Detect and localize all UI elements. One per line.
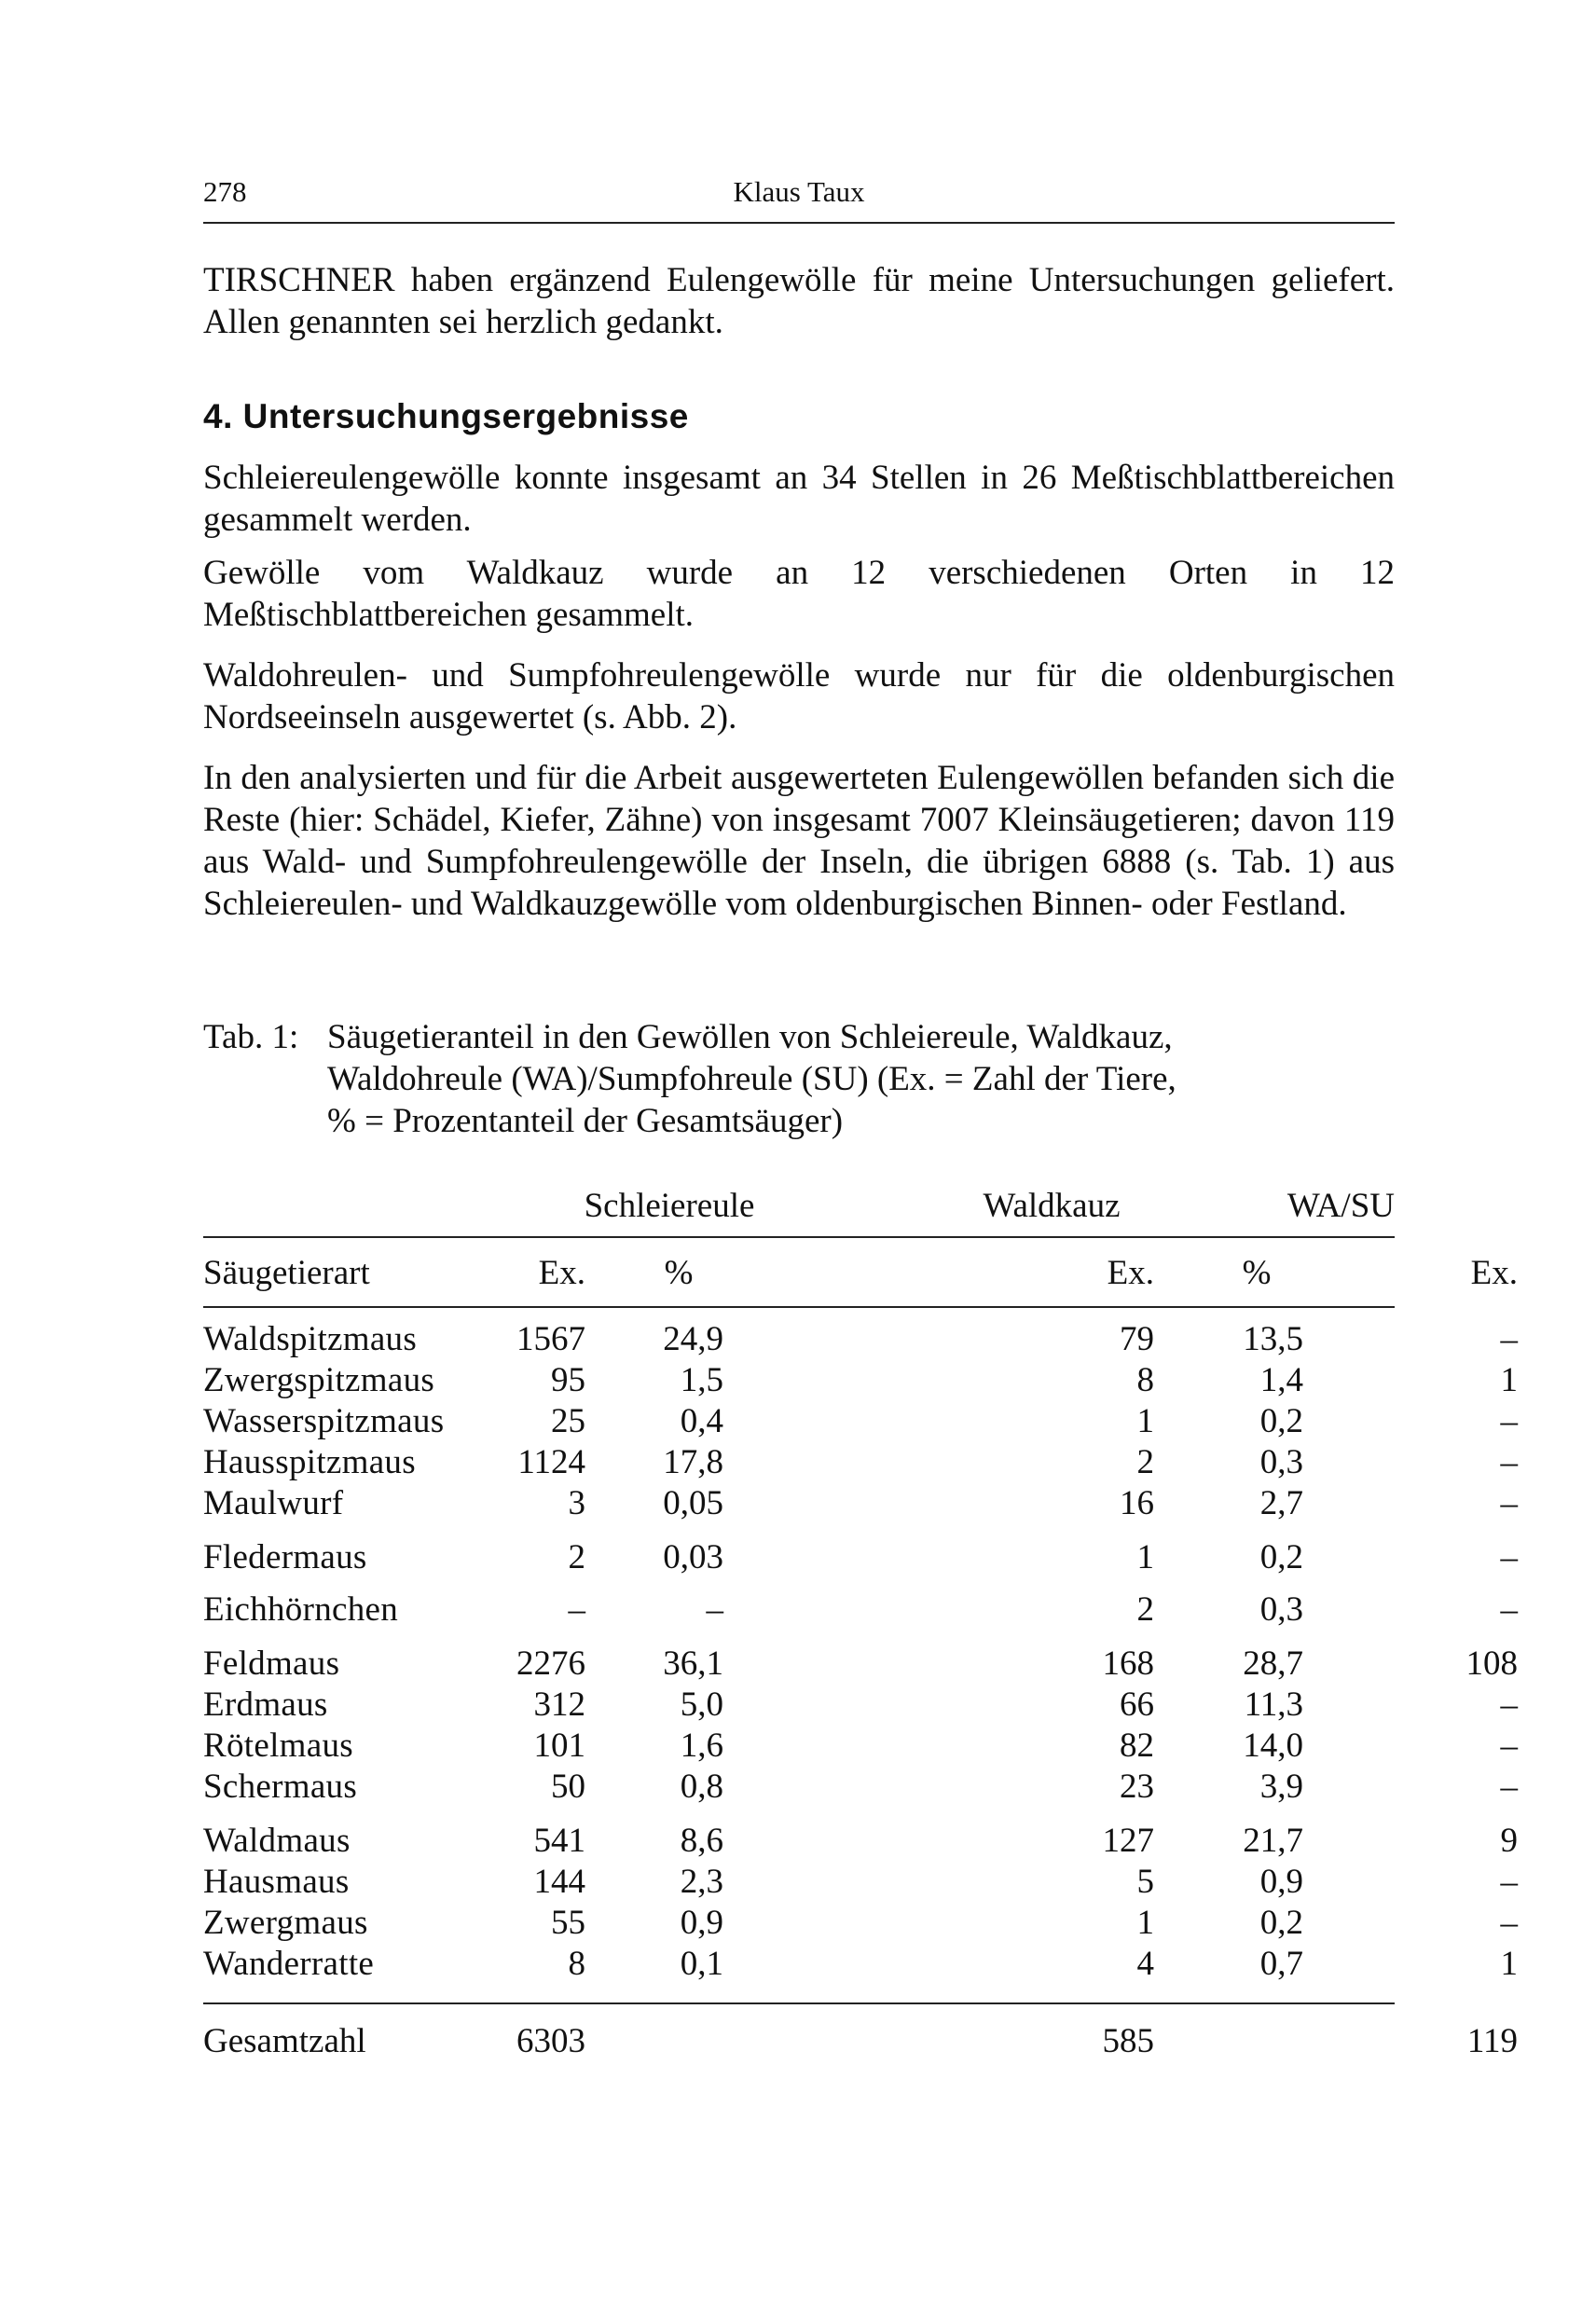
cell-waldkauz-ex: 82: [1120, 1727, 1154, 1765]
cell-wasu-ex: –: [1500, 1768, 1518, 1806]
cell-schleiereule-ex: 1124: [517, 1443, 585, 1481]
caption-label: Tab. 1:: [203, 1018, 299, 1056]
cell-schleiereule-pct: 0,9: [680, 1904, 723, 1942]
column-header-species: Säugetierart: [203, 1254, 370, 1292]
cell-schleiereule-pct: –: [706, 1590, 723, 1629]
cell-species: Schermaus: [203, 1768, 358, 1806]
cell-waldkauz-pct: 0,3: [1259, 1443, 1303, 1481]
total-label: Gesamtzahl: [203, 2022, 366, 2060]
cell-schleiereule-ex: 50: [551, 1768, 585, 1806]
cell-schleiereule-ex: 25: [551, 1402, 585, 1440]
cell-wasu-ex: –: [1500, 1402, 1518, 1440]
cell-waldkauz-pct: 13,5: [1243, 1320, 1303, 1358]
caption-line: Waldohreule (WA)/Sumpfohreule (SU) (Ex. = Zahl der Tiere,: [327, 1060, 1176, 1098]
table-rule-top: [203, 1236, 1395, 1238]
column-header-schleiereule-pct: %: [664, 1254, 694, 1292]
cell-schleiereule-pct: 5,0: [680, 1686, 723, 1724]
cell-schleiereule-ex: 2276: [516, 1645, 585, 1683]
header-rule: [203, 222, 1395, 224]
cell-schleiereule-ex: 2: [568, 1538, 585, 1576]
cell-waldkauz-pct: 1,4: [1259, 1361, 1303, 1399]
cell-waldkauz-pct: 0,2: [1259, 1402, 1303, 1440]
cell-waldkauz-pct: 21,7: [1243, 1822, 1303, 1860]
cell-waldkauz-ex: 127: [1102, 1822, 1154, 1860]
cell-species: Rötelmaus: [203, 1727, 353, 1765]
cell-schleiereule-ex: 1567: [516, 1320, 585, 1358]
cell-wasu-ex: –: [1500, 1590, 1518, 1629]
cell-waldkauz-pct: 0,7: [1259, 1945, 1303, 1983]
paragraph-waldkauz: Gewölle vom Waldkauz wurde an 12 verschiedenen Orten in 12 Meßtischblattbereichen gesammelt.: [203, 554, 1395, 634]
cell-wasu-ex: –: [1500, 1538, 1518, 1576]
cell-schleiereule-pct: 2,3: [680, 1863, 723, 1901]
cell-schleiereule-pct: 0,4: [680, 1402, 723, 1440]
cell-schleiereule-ex: –: [568, 1590, 585, 1629]
cell-schleiereule-ex: 3: [568, 1484, 585, 1522]
cell-schleiereule-pct: 0,05: [663, 1484, 723, 1522]
cell-waldkauz-pct: 11,3: [1244, 1686, 1303, 1724]
cell-species: Feldmaus: [203, 1645, 340, 1683]
cell-waldkauz-ex: 168: [1102, 1645, 1154, 1683]
cell-wasu-ex: –: [1500, 1904, 1518, 1942]
cell-schleiereule-pct: 17,8: [663, 1443, 723, 1481]
total-wasu: 119: [1466, 2022, 1518, 2060]
cell-species: Hausmaus: [203, 1863, 350, 1901]
cell-wasu-ex: 9: [1500, 1822, 1518, 1860]
cell-waldkauz-ex: 5: [1136, 1863, 1154, 1901]
cell-waldkauz-ex: 79: [1120, 1320, 1154, 1358]
cell-species: Fledermaus: [203, 1538, 367, 1576]
cell-schleiereule-pct: 0,03: [663, 1538, 723, 1576]
cell-schleiereule-ex: 144: [533, 1863, 585, 1901]
column-header-waldkauz-ex: Ex.: [1107, 1254, 1154, 1292]
cell-waldkauz-ex: 1: [1136, 1402, 1154, 1440]
cell-species: Waldspitzmaus: [203, 1320, 418, 1358]
cell-schleiereule-pct: 36,1: [663, 1645, 723, 1683]
cell-waldkauz-ex: 1: [1136, 1538, 1154, 1576]
page-number: 278: [203, 175, 247, 208]
cell-waldkauz-pct: 0,9: [1259, 1863, 1303, 1901]
running-header: [203, 168, 1395, 214]
cell-wasu-ex: –: [1500, 1863, 1518, 1901]
cell-schleiereule-ex: 101: [533, 1727, 585, 1765]
paragraph-acknowledgement: TIRSCHNER haben ergänzend Eulengewölle für meine Untersuchungen geliefert. Allen genannten sei herzlich gedankt.: [203, 261, 1395, 341]
mammal-table: [203, 1175, 1518, 2070]
running-author: Klaus Taux: [733, 175, 865, 208]
cell-waldkauz-pct: 0,3: [1259, 1590, 1303, 1629]
cell-schleiereule-pct: 1,6: [680, 1727, 723, 1765]
cell-waldkauz-pct: 14,0: [1243, 1727, 1303, 1765]
caption-line: % = Prozentanteil der Gesamtsäuger): [327, 1102, 844, 1140]
cell-wasu-ex: –: [1500, 1484, 1518, 1522]
total-schleiereule: 6303: [516, 2022, 585, 2060]
paragraph-ohreulen: Waldohreulen- und Sumpfohreulengewölle wurde nur für die oldenburgischen Nordseeinseln ausgewertet (s. Abb. 2).: [203, 656, 1395, 736]
cell-schleiereule-ex: 8: [568, 1945, 585, 1983]
cell-waldkauz-ex: 2: [1136, 1590, 1154, 1629]
cell-schleiereule-pct: 0,8: [680, 1768, 723, 1806]
caption-line: Säugetieranteil in den Gewöllen von Schleiereule, Waldkauz,: [327, 1018, 1173, 1056]
cell-species: Waldmaus: [203, 1822, 351, 1860]
group-header-wasu: WA/SU: [1286, 1187, 1395, 1225]
cell-schleiereule-ex: 95: [551, 1361, 585, 1399]
table-rule-header: [203, 1306, 1395, 1308]
cell-wasu-ex: 108: [1465, 1645, 1518, 1683]
cell-wasu-ex: –: [1500, 1686, 1518, 1724]
cell-species: Maulwurf: [203, 1484, 344, 1522]
cell-wasu-ex: 1: [1500, 1945, 1518, 1983]
cell-waldkauz-ex: 23: [1120, 1768, 1154, 1806]
cell-wasu-ex: –: [1500, 1727, 1518, 1765]
cell-species: Eichhörnchen: [203, 1590, 399, 1629]
cell-species: Hausspitzmaus: [203, 1443, 416, 1481]
cell-waldkauz-ex: 66: [1120, 1686, 1154, 1724]
cell-species: Zwergmaus: [203, 1904, 368, 1942]
total-waldkauz: 585: [1102, 2022, 1154, 2060]
cell-waldkauz-ex: 16: [1120, 1484, 1154, 1522]
cell-species: Erdmaus: [203, 1686, 328, 1724]
cell-species: Wanderratte: [203, 1945, 375, 1983]
paragraph-schleiereule: Schleiereulengewölle konnte insgesamt an 34 Stellen in 26 Meßtischblattbereichen gesammelt werden.: [203, 459, 1395, 539]
cell-schleiereule-ex: 55: [551, 1904, 585, 1942]
column-header-wasu-ex: Ex.: [1470, 1254, 1518, 1292]
cell-wasu-ex: –: [1500, 1320, 1518, 1358]
group-header-schleiereule: Schleiereule: [584, 1187, 755, 1225]
column-header-waldkauz-pct: %: [1242, 1254, 1272, 1292]
cell-waldkauz-pct: 2,7: [1259, 1484, 1303, 1522]
cell-waldkauz-ex: 1: [1136, 1904, 1154, 1942]
caption-text: [327, 1016, 1390, 1142]
paragraph-analysis: In den analysierten und für die Arbeit ausgewerteten Eulengewöllen befanden sich die Reste (hier: Schädel, Kiefer, Zähne) von insgesamt 7007 Kleinsäugetieren; davon 119 aus Wald- und Sumpfohreulengewölle der Inseln, die übrigen 6888 (s. Tab. 1) aus Schleiereulen- und Waldkauzgewölle vom oldenburgischen Binnen- oder Festland.: [203, 759, 1395, 923]
cell-waldkauz-ex: 2: [1136, 1443, 1154, 1481]
cell-wasu-ex: 1: [1500, 1361, 1518, 1399]
cell-waldkauz-ex: 8: [1136, 1361, 1154, 1399]
section-heading: 4. Untersuchungsergebnisse: [203, 397, 689, 435]
column-header-schleiereule-ex: Ex.: [538, 1254, 585, 1292]
cell-schleiereule-pct: 24,9: [663, 1320, 723, 1358]
cell-schleiereule-ex: 541: [533, 1822, 585, 1860]
cell-schleiereule-pct: 1,5: [680, 1361, 723, 1399]
cell-schleiereule-pct: 0,1: [680, 1945, 723, 1983]
cell-schleiereule-ex: 312: [533, 1686, 585, 1724]
cell-species: Zwergspitzmaus: [203, 1361, 435, 1399]
cell-waldkauz-pct: 0,2: [1259, 1904, 1303, 1942]
cell-waldkauz-ex: 4: [1136, 1945, 1154, 1983]
cell-waldkauz-pct: 0,2: [1259, 1538, 1303, 1576]
cell-waldkauz-pct: 28,7: [1243, 1645, 1303, 1683]
cell-species: Wasserspitzmaus: [203, 1402, 445, 1440]
cell-wasu-ex: –: [1500, 1443, 1518, 1481]
cell-schleiereule-pct: 8,6: [680, 1822, 723, 1860]
cell-waldkauz-pct: 3,9: [1259, 1768, 1303, 1806]
group-header-waldkauz: Waldkauz: [983, 1187, 1121, 1225]
table-rule-bottom: [203, 2002, 1395, 2004]
